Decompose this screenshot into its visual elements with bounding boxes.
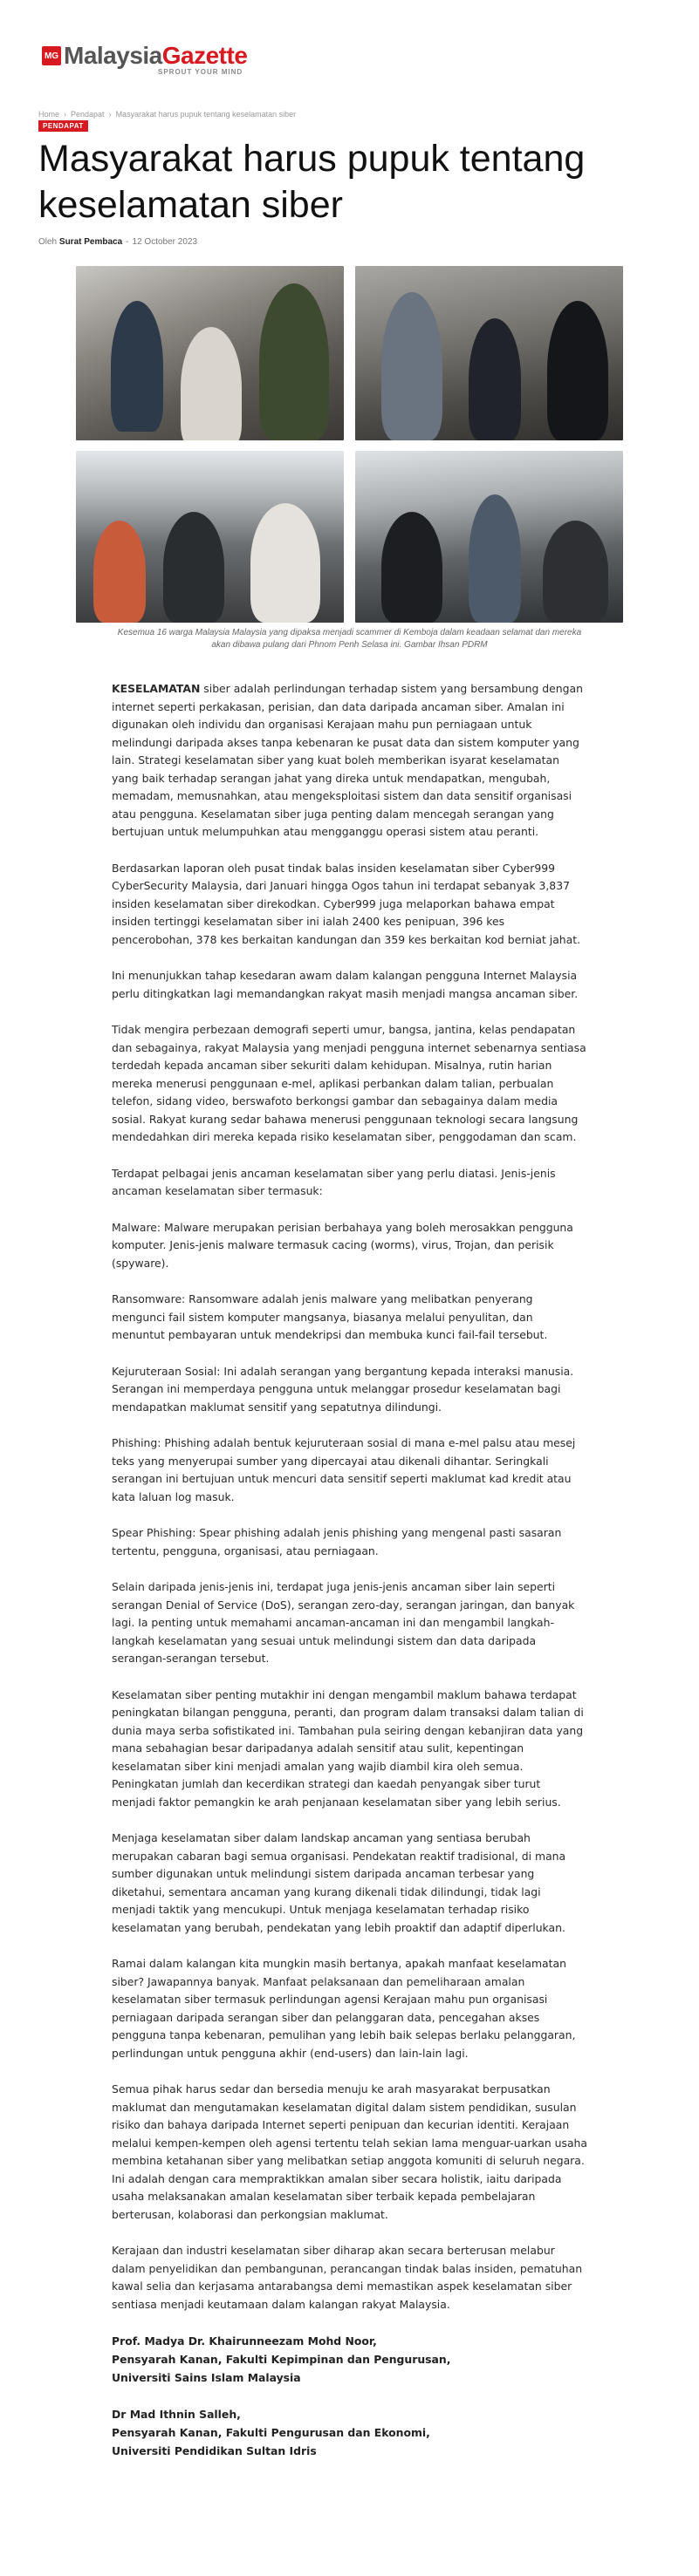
article-paragraph: Spear Phishing: Spear phishing adalah jenis phishing yang mengenal pasti sasaran tertentu, pengguna, organisasi, atau perniagaan. (112, 1526, 562, 1557)
article-body (112, 680, 587, 2460)
article-paragraph: Kejuruteraan Sosial: Ini adalah serangan yang bergantung kepada interaksi manusia. Serangan ini memperdaya pengguna untuk melanggar prosedur keselamatan bagi mendapatkan maklumat sensitif yang sepatutnya dilindungi. (112, 1364, 574, 1414)
article-paragraph: Ini menunjukkan tahap kesedaran awam dalam kalangan pengguna Internet Malaysia perlu ditingkatkan lagi memandangkan rakyat masih menjadi mangsa ancaman siber. (112, 969, 579, 1000)
logo-mark-icon: MG (42, 46, 61, 65)
caption-line-2: akan dibawa pulang dari Phnom Penh Selasa ini. Gambar Ihsan PDRM (211, 640, 488, 650)
byline-author[interactable]: Surat Pembaca (58, 237, 123, 247)
article-paragraph: Keselamatan siber penting mutakhir ini dengan mengambil maklum bahawa terdapat peningkatan bilangan pengguna, peranti, dan program dalam transaksi dalam talian di dunia maya serba sofistikated ini. Tambahan pula seiring dengan kebanjiran data yang mana sebahagian besar daripadanya adalah sensitif atau sulit, kepentingan keselamatan siber kini menjadi amalan yang wajib diambil kira oleh semua. Peningkatan jumlah dan kecerdikan strategi dan kaedah penyangak siber turut menjadi faktor pemangkin ke arah penjanaan keselamatan siber yang lebih serius. (112, 1687, 584, 1809)
article-paragraph: Tidak mengira perbezaan demografi seperti umur, bangsa, jantina, kelas pendapatan dan sebagainya, rakyat Malaysia yang menjadi pengguna internet sebenarnya sentiasa terdedah kepada ancaman siber sekuriti dalam kehidupan. Misalnya, rutin harian mereka menerusi penggunaan e-mel, aplikasi perbankan dalam talian, perbualan telefon, sidang video, berswafoto berkongsi gambar dan sebagainya dalam media sosial. Rakyat kurang sedar bahawa menerusi penggunaan teknologi secara langsung mendedahkan diri mereka kepada risiko keselamatan siber, penggodaman dan scam. (112, 1023, 586, 1143)
author-signature (112, 2332, 587, 2460)
breadcrumb (38, 110, 296, 119)
photo-bottom-right (355, 451, 623, 623)
site-name-part2: Gazette (161, 42, 248, 69)
article-paragraph: Ramai dalam kalangan kita mungkin masih bertanya, apakah manfaat keselamatan siber? Jawapannya banyak. Manfaat pelaksanaan dan pemeliharaan amalan keselamatan siber termasuk perlindungan agensi Kerajaan mahu pun organisasi perniagaan daripada serangan siber dan pelanggaran data, pencegahan akses pengguna tanpa kebenaran, pemulihan yang lebih baik selepas berlaku pelanggaran, perlindungan untuk pengguna akhir (end-users) dan lain-lain lagi. (112, 1957, 576, 2060)
breadcrumb-separator-icon: › (64, 110, 67, 119)
lead-paragraph-text: siber adalah perlindungan terhadap sistem yang bersambung dengan internet seperti perkakasan, perisian, dan data daripada ancaman siber. Amalan ini digunakan oleh individu dan organisasi Kerajaan mahu pun perniagaan untuk melindungi daripada akses tanpa kebenaran ke pusat data dan sistem komputer yang lain. Strategi keselamatan siber yang kuat boleh memberikan isyarat keselamatan yang baik terhadap serangan jahat yang direka untuk mendapatkan, mengubah, memadam, memusnahkan, atau mengeksploitasi sistem dan data sensitif organisasi atau pengguna. Keselamatan siber juga penting dalam mencegah serangan yang bertujuan untuk melumpuhkan atau mengganggu operasi sistem atau peranti. (112, 682, 583, 838)
breadcrumb-current: Masyarakat harus pupuk tentang keselamatan siber (115, 110, 297, 119)
author-title: Pensyarah Kanan, Fakulti Kepimpinan dan Pengurusan, (112, 2353, 451, 2366)
header (0, 0, 699, 80)
byline-date: 12 October 2023 (132, 237, 198, 247)
author-institution: Universiti Sains Islam Malaysia (112, 2371, 301, 2384)
caption-line-1: Kesemua 16 warga Malaysia Malaysia yang dipaksa menjadi scammer di Kemboja dalam keadaan selamat dan mereka (117, 628, 582, 637)
byline-prefix: Oleh (38, 237, 58, 247)
site-name (64, 44, 247, 68)
author-name: Prof. Madya Dr. Khairunneezam Mohd Noor, (112, 2334, 377, 2348)
byline-separator-icon: - (126, 237, 129, 247)
article-paragraph (112, 680, 587, 842)
photo-bottom-left (76, 451, 344, 623)
featured-image (76, 266, 623, 623)
article-paragraph: Menjaga keselamatan siber dalam landskap ancaman yang sentiasa berubah merupakan cabaran bagi semua organisasi. Pendekatan reaktif tradisional, di mana sumber digunakan untuk melindungi sistem daripada ancaman terbesar yang diketahui, sementara ancaman yang kurang dikenali tidak dilindungi, tidak lagi menjadi taktik yang mencukupi. Untuk menjaga keselamatan terhadap risiko keselamatan yang berubah, pendekatan yang lebih proaktif dan adaptif diperlukan. (112, 1831, 566, 1934)
author-institution: Universiti Pendidikan Sultan Idris (112, 2444, 317, 2457)
category-badge[interactable]: PENDAPAT (38, 120, 88, 132)
site-name-part1: Malaysia (64, 42, 162, 69)
breadcrumb-section[interactable]: Pendapat (71, 110, 105, 119)
article-paragraph: Terdapat pelbagai jenis ancaman keselamatan siber yang perlu diatasi. Jenis-jenis ancaman keselamatan siber termasuk: (112, 1166, 556, 1197)
article-paragraph: Kerajaan dan industri keselamatan siber diharap akan secara berterusan melabur dalam penyelidikan dan pembangunan, perancangan tindak balas insiden, pematuhan kawal selia dan kerjasama antarabangsa demi memastikan aspek keselamatan siber sentiasa menjadi keutamaan dalam kalangan rakyat Malaysia. (112, 2244, 583, 2311)
site-logo[interactable] (42, 44, 247, 68)
article-paragraph: Selain daripada jenis-jenis ini, terdapat juga jenis-jenis ancaman siber lain seperti serangan Denial of Service (DoS), serangan zero-day, serangan jaringan, dan banyak lagi. Ia penting untuk memahami ancaman-ancaman ini dan mengambil langkah-langkah keselamatan yang sesuai untuk melindungi sistem dan data daripada serangan-serangan tersebut. (112, 1580, 575, 1665)
photo-top-right (355, 266, 623, 440)
article-paragraph: Malware: Malware merupakan perisian berbahaya yang boleh merosakkan pengguna komputer. Jenis-jenis malware termasuk cacing (worms), virus, Trojan, dan perisik (spyware). (112, 1220, 573, 1270)
breadcrumb-home[interactable]: Home (38, 110, 60, 119)
author-title: Pensyarah Kanan, Fakulti Pengurusan dan Ekonomi, (112, 2426, 430, 2439)
photo-top-left (76, 266, 344, 440)
site-tagline: SPROUT YOUR MIND (158, 68, 243, 76)
article-paragraph: Semua pihak harus sedar dan bersedia menuju ke arah masyarakat berpusatkan maklumat dan mengutamakan keselamatan digital dalam sistem pendidikan, susulan risiko dan bahaya daripada Internet seperti penipuan dan kecurian identiti. Kerajaan melalui kempen-kempen oleh agensi tertentu telah sekian lama menguar-uarkan usaha membina ketahanan siber yang melibatkan setiap anggota komuniti di seluruh negara. Ini adalah dengan cara mempraktikkan amalan siber secara holistik, iaitu daripada usaha melaksanakan amalan keselamatan siber terbaik kepada pembelajaran berterusan, kolaborasi dan perkongsian maklumat. (112, 2082, 588, 2221)
image-caption (76, 627, 623, 651)
breadcrumb-separator-icon: › (108, 110, 112, 119)
article-paragraph: Berdasarkan laporan oleh pusat tindak balas insiden keselamatan siber Cyber999 CyberSecurity Malaysia, dari Januari hingga Ogos tahun ini terdapat sebanyak 3,837 insiden keselamatan siber direkodkan. Cyber999 juga melaporkan bahawa empat insiden tertinggi keselamatan siber ini ialah 2400 kes penipuan, 396 kes pencerobohan, 378 kes berkaitan kandungan dan 359 kes berkaitan kod berniat jahat. (112, 861, 581, 946)
article-paragraph: Phishing: Phishing adalah bentuk kejuruteraan sosial di mana e-mel palsu atau mesej teks yang menyerupai sumber yang dipercayai atau dikenali dihantar. Seringkali serangan ini bertujuan untuk mencuri data sensitif seperti maklumat kad kredit atau kata laluan log masuk. (112, 1436, 576, 1503)
lead-word: KESELAMATAN (112, 682, 201, 695)
article-paragraph: Ransomware: Ransomware adalah jenis malware yang melibatkan penyerang mengunci fail sistem komputer mangsanya, biasanya melalui penyulitan, dan menuntut pembayaran untuk mendekripsi dan membuka kunci fail-fail tersebut. (112, 1292, 548, 1341)
article-headline: Masyarakat harus pupuk tentang keselamatan siber (38, 138, 586, 226)
author-name: Dr Mad Ithnin Salleh, (112, 2408, 241, 2421)
byline (38, 237, 197, 247)
